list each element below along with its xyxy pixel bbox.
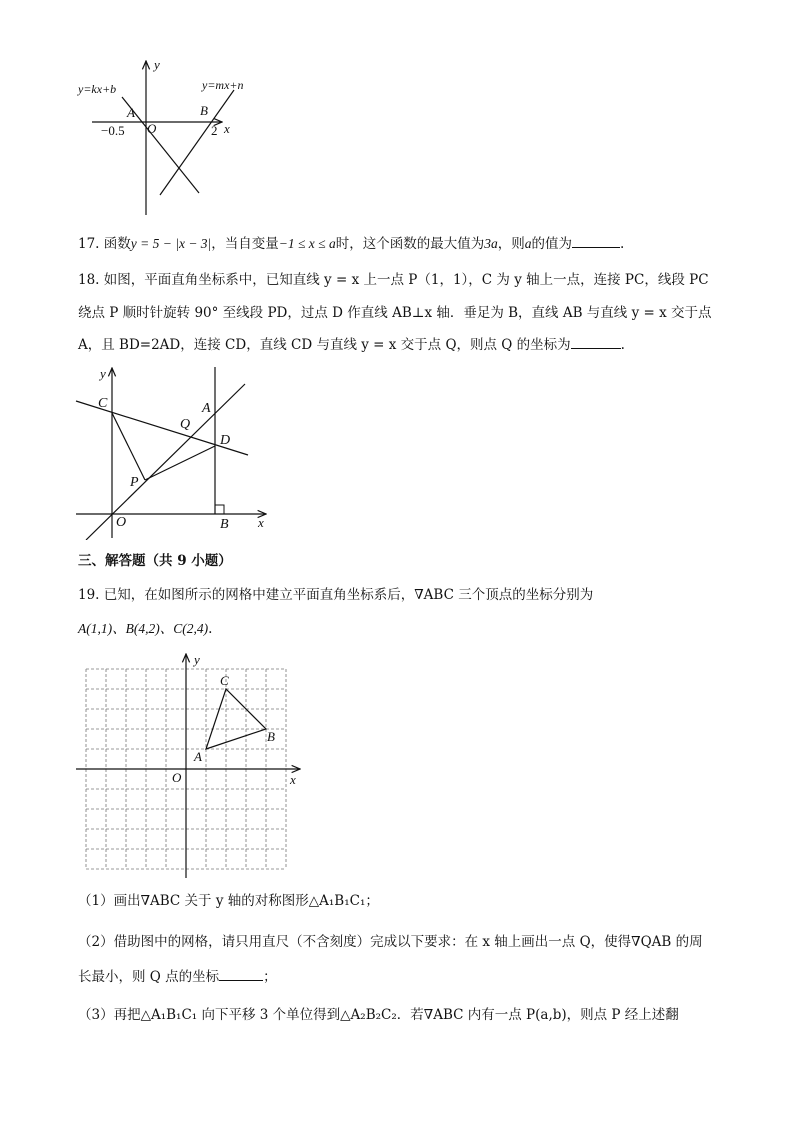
line1-label: y=kx+b <box>78 82 117 96</box>
figure-2 <box>72 362 282 540</box>
point-a-label: A <box>127 105 135 120</box>
question-19-part1: （1）画出∇ABC 关于 y 轴的对称图形△A₁B₁C₁； <box>78 893 379 909</box>
right-angle-mark <box>215 505 224 514</box>
point-p-label: P <box>130 475 139 490</box>
triangle-abc <box>206 689 266 749</box>
segment-pc <box>112 413 145 480</box>
question-18-line2: 绕点 P 顺时针旋转 90° 至线段 PD，过点 D 作直线 AB⊥x 轴．垂足为 B，直线 AB 与直线 y = x 交于点 <box>78 305 712 321</box>
question-19-part2b: 长最小，则 Q 点的坐标 ； <box>78 969 277 985</box>
question-19-line2: A(1,1)、B(4,2)、C(2,4). <box>78 621 213 637</box>
y-label: y <box>100 366 106 381</box>
origin-label: O <box>172 770 182 785</box>
point-b-label: B <box>267 729 275 744</box>
line2-label: y=mx+n <box>202 78 244 92</box>
point-q-label: Q <box>180 417 191 432</box>
x-label: x <box>290 772 296 787</box>
segment-pd <box>145 446 215 480</box>
point-c-label: C <box>220 673 229 688</box>
figure-1 <box>72 55 272 225</box>
question-18-line3: A，且 BD=2AD，连接 CD，直线 CD 与直线 y = x 交于点 Q，则点 Q 的坐标为 . <box>78 337 625 353</box>
answer-blank-17 <box>572 247 620 248</box>
answer-blank-19-2 <box>219 980 263 981</box>
tick-pos: 2 <box>211 123 218 138</box>
point-a-label: A <box>194 749 202 764</box>
point-a-label: A <box>202 401 211 416</box>
question-19-part3: （3）再把△A₁B₁C₁ 向下平移 3 个单位得到△A₂B₂C₂．若∇ABC 内有一点 P(a,b)，则点 P 经上述翻 <box>78 1007 679 1023</box>
question-18-line1: 18. 如图，平面直角坐标系中，已知直线 y = x 上一点 P（1，1），C 为 y 轴上一点，连接 PC，线段 PC <box>78 272 709 288</box>
y-label: y <box>194 652 200 667</box>
x-label: x <box>224 121 230 136</box>
y-label: y <box>154 57 160 72</box>
origin-label: O <box>116 515 127 530</box>
point-d-label: D <box>220 433 231 448</box>
line-mx-n <box>160 90 234 195</box>
point-c-label: C <box>98 396 108 411</box>
point-b-label: B <box>220 517 229 532</box>
question-17: 17. 函数y = 5 − |x − 3|，当自变量−1 ≤ x ≤ a时，这个函数的最大值为3a，则a的值为 . <box>78 236 625 252</box>
figure-3-grid <box>70 650 310 882</box>
tick-neg: −0.5 <box>101 123 125 138</box>
x-label: x <box>258 515 264 530</box>
question-19-line1: 19. 已知，在如图所示的网格中建立平面直角坐标系后，∇ABC 三个顶点的坐标分别为 <box>78 587 594 603</box>
point-b-label: B <box>200 103 208 118</box>
origin-label: O <box>147 121 157 136</box>
answer-blank-18 <box>571 348 621 349</box>
question-19-part2: （2）借助图中的网格，请只用直尺（不含刻度）完成以下要求：在 x 轴上画出一点 Q，使得∇QAB 的周 <box>78 934 703 950</box>
section-3-title: 三、解答题（共 9 小题） <box>78 553 232 569</box>
